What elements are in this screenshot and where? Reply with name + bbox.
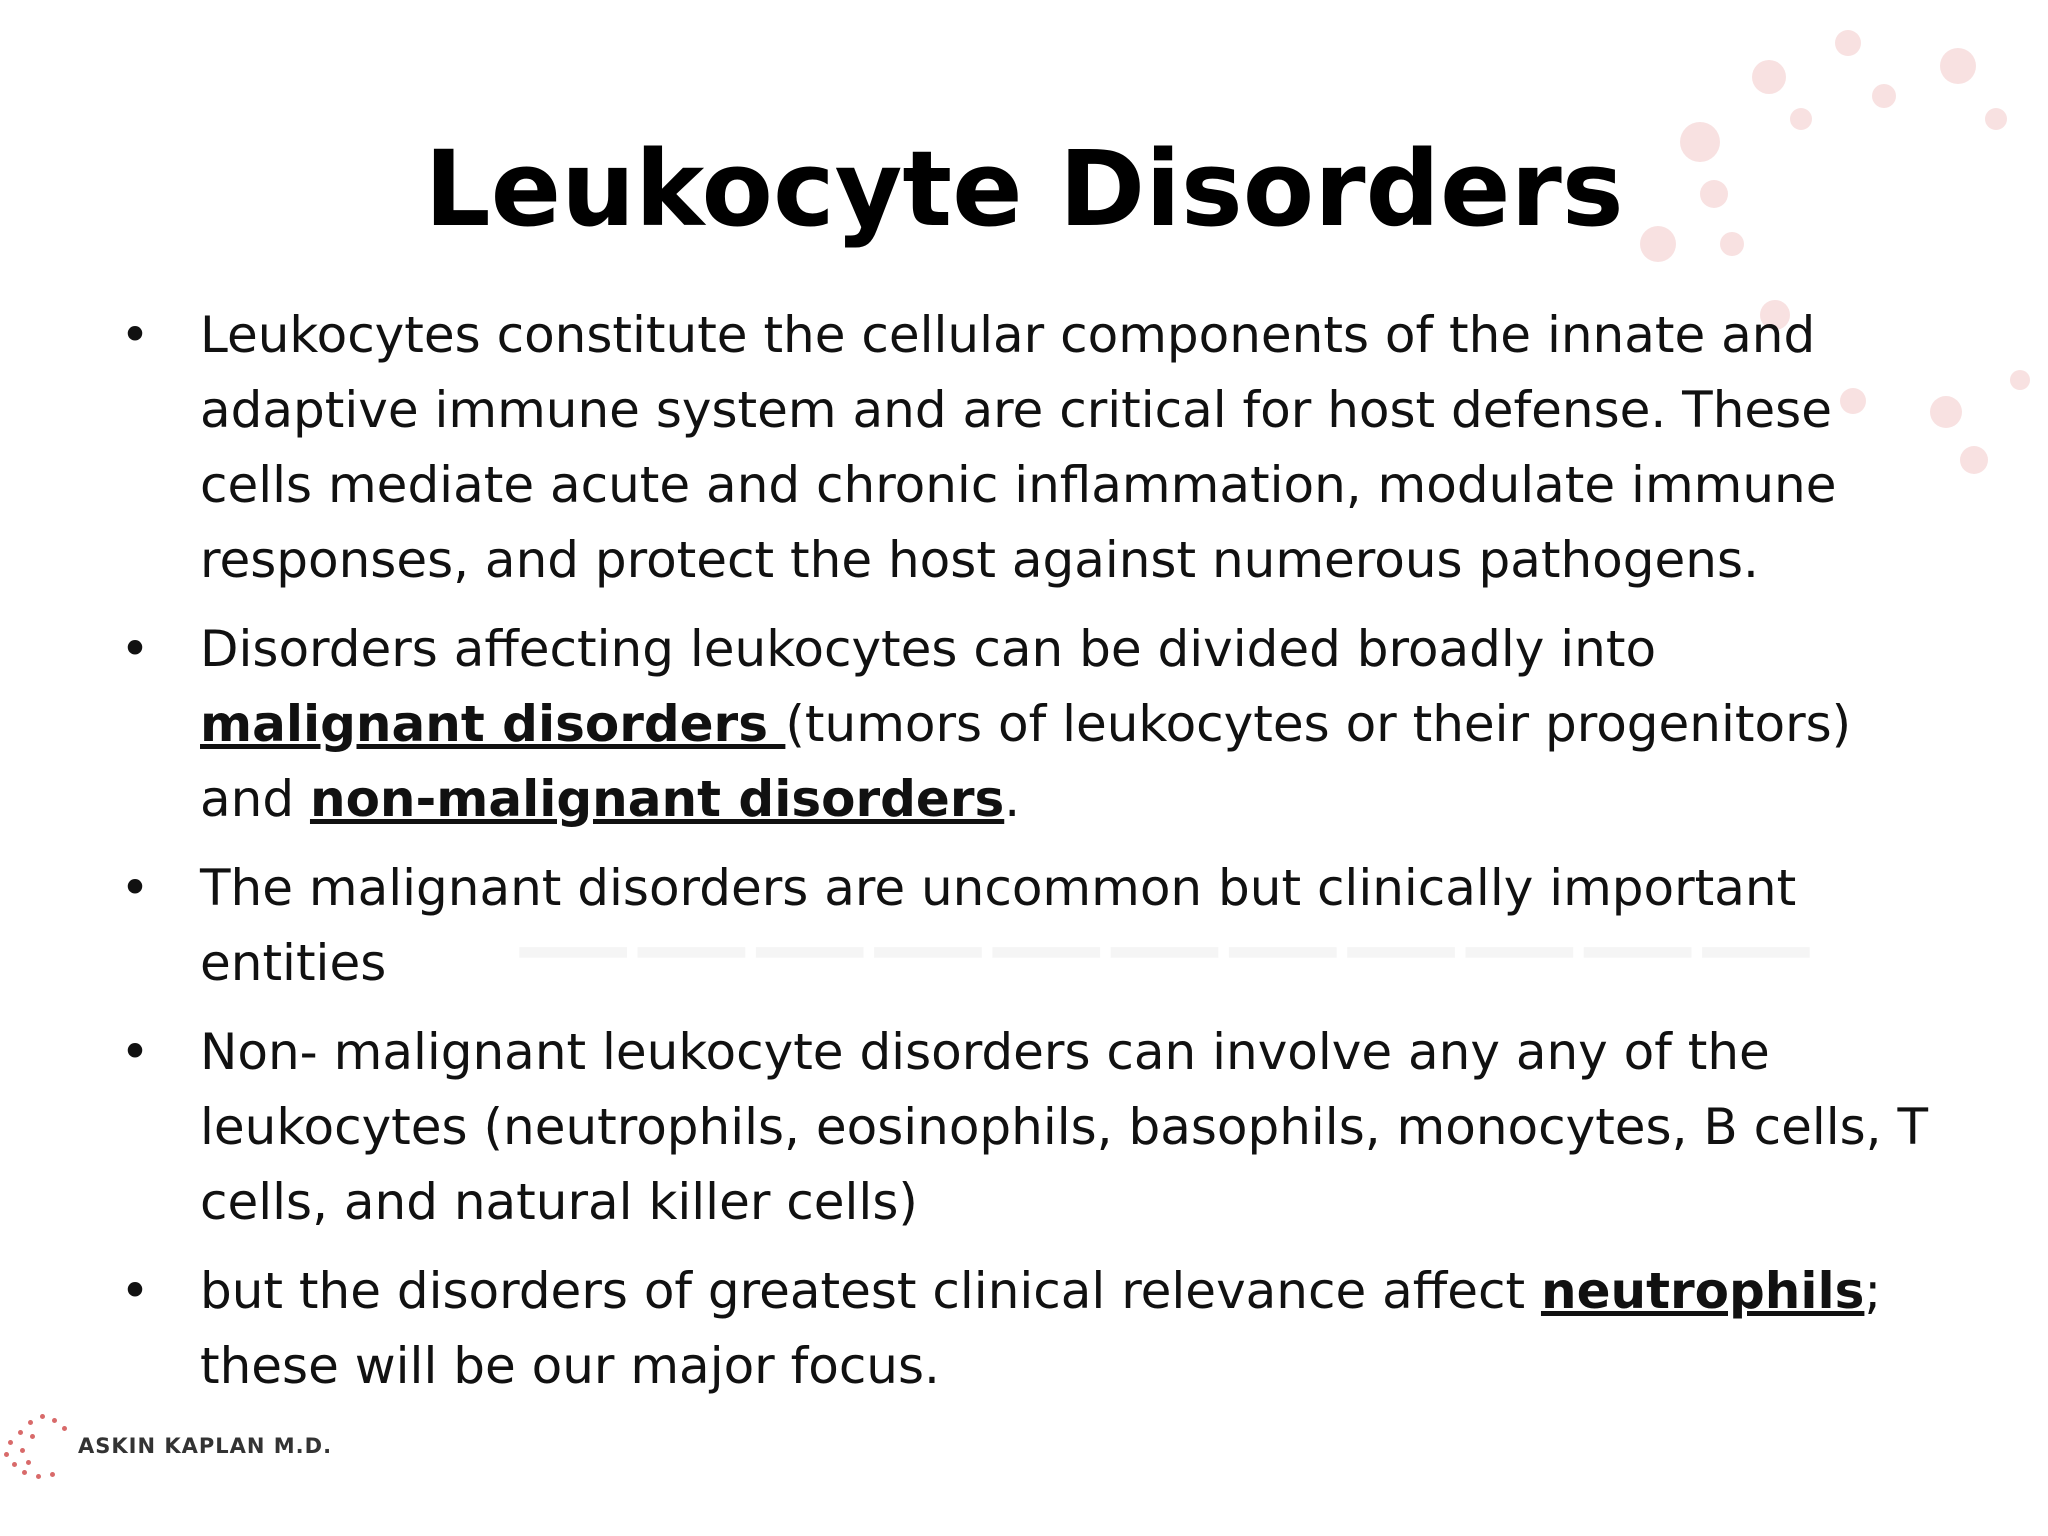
bullet-marker: • (120, 859, 150, 917)
bullet-text: ; these will be our major focus. (200, 1262, 1882, 1395)
bullet-text: (tumors of leukocytes or their progenitors) and (200, 695, 1852, 828)
bullet-text: . (1004, 770, 1021, 828)
logo-dots-icon (0, 1410, 80, 1480)
footer-logo (0, 1410, 360, 1480)
logo-text: ASKIN KAPLAN M.D. (78, 1434, 333, 1458)
bullet-text: but the disorders of greatest clinical relevance affect (200, 1262, 1541, 1320)
bullet-text: Disorders affecting leukocytes can be divided broadly into (200, 620, 1657, 678)
slide-title: Leukocyte Disorders (424, 128, 1624, 250)
bullet-item-3 (120, 851, 1950, 1001)
emphasis-non-malignant-disorders: non-malignant disorders (309, 770, 1005, 828)
bullet-text: Non- malignant leukocyte disorders can involve any any of the leukocytes (neutrophils, eosinophils, basophils, monocytes, B cells, T cells, and natural killer cells) (200, 1023, 1929, 1231)
bullet-text: Leukocytes constitute the cellular components of the innate and adaptive immune system and are critical for host defense. These cells mediate acute and chronic inflammation, modulate immune responses, and protect the host against numerous pathogens. (200, 306, 1837, 589)
bullet-marker: • (120, 620, 150, 678)
bullet-text: The malignant disorders are uncommon but clinically important entities (200, 859, 1797, 992)
bullet-item-5 (120, 1254, 1950, 1404)
bullet-item-2 (120, 612, 1950, 837)
bullet-marker: • (120, 1262, 150, 1320)
bullet-marker: • (120, 306, 150, 364)
bullet-marker: • (120, 1023, 150, 1081)
emphasis-malignant-disorders: malignant disorders (200, 695, 786, 753)
bullet-item-4 (120, 1015, 1950, 1240)
bullet-list (120, 298, 1950, 1418)
bullet-item-1 (120, 298, 1950, 598)
emphasis-neutrophils: neutrophils (1540, 1262, 1865, 1320)
